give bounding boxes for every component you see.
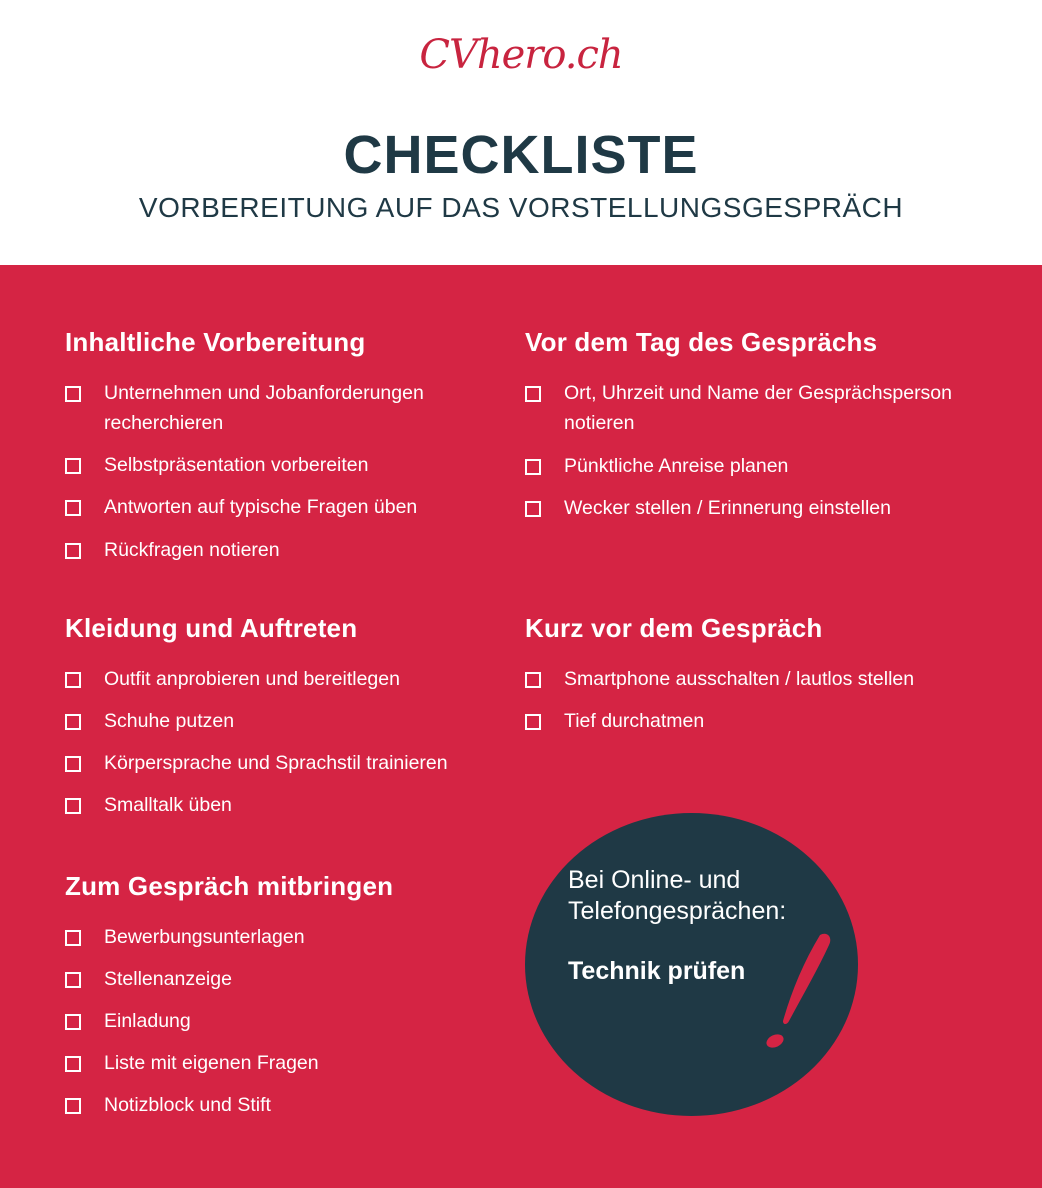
section-heading: Zum Gespräch mitbringen [65,871,394,901]
checklist-item-label: Tief durchatmen [564,710,705,732]
checklist [65,922,495,1120]
checklist-item [65,378,485,438]
checklist-item [65,535,485,565]
checklist-item-label: Pünktliche Anreise planen [564,455,789,477]
checklist-item [525,378,995,438]
checklist [525,664,995,736]
section-shortly-before [525,613,995,736]
checkbox-icon[interactable] [65,458,81,474]
checklist [65,664,495,820]
checklist-item-label: Smalltalk üben [104,794,232,816]
checklist-item [525,451,995,481]
checkbox-icon[interactable] [525,386,541,402]
checklist-item [65,706,495,736]
checkbox-icon[interactable] [65,1056,81,1072]
page-subtitle: VORBEREITUNG AUF DAS VORSTELLUNGSGESPRÄCH [138,192,904,223]
checklist-item [65,1048,495,1078]
checklist-item-label: Unternehmen und Jobanforderungen recherchieren [104,382,424,434]
checklist-item [65,964,495,994]
checklist-item-label: Antworten auf typische Fragen üben [104,496,418,518]
checklist-item [65,492,485,522]
checklist-item-label: Liste mit eigenen Fragen [104,1052,319,1074]
checkbox-icon[interactable] [65,543,81,559]
checklist-item [525,664,995,694]
checklist-panel [0,265,1042,1188]
section-heading: Kleidung und Auftreten [65,613,358,643]
checklist-item [65,748,495,778]
checkbox-icon[interactable] [65,672,81,688]
checklist-item-label: Schuhe putzen [104,710,235,732]
checkbox-icon[interactable] [525,714,541,730]
checklist-item [525,493,995,523]
checklist-item [525,706,995,736]
exclamation-icon [763,929,833,1059]
section-heading: Kurz vor dem Gespräch [525,613,823,643]
header [0,0,1042,265]
checklist-item [65,1090,495,1120]
checkbox-icon[interactable] [65,386,81,402]
callout-emphasis: Technik prüfen [568,957,746,985]
checkbox-icon[interactable] [65,1098,81,1114]
checklist [65,378,485,565]
logo: CVhero.ch [419,32,623,78]
checklist-item [65,664,495,694]
section-bring [65,871,495,1120]
checklist-item-label: Rückfragen notieren [104,539,280,561]
checklist-item-label: Notizblock und Stift [104,1094,271,1116]
checkbox-icon[interactable] [65,930,81,946]
page-title: CHECKLISTE [343,125,699,185]
checkbox-icon[interactable] [65,714,81,730]
checklist-item-label: Stellenanzeige [104,968,232,990]
checklist-item-label: Smartphone ausschalten / lautlos stellen [564,668,915,690]
checkbox-icon[interactable] [525,672,541,688]
checklist-item [65,922,495,952]
checklist-item [65,790,495,820]
checkbox-icon[interactable] [525,501,541,517]
checklist-item-label: Wecker stellen / Erinnerung einstellen [564,497,891,519]
checklist-item-label: Einladung [104,1010,191,1032]
checklist-item-label: Körpersprache und Sprachstil trainieren [104,752,448,774]
checkbox-icon[interactable] [65,500,81,516]
callout-text: Bei Online- und Telefongesprächen: [568,866,787,925]
checklist-item-label: Bewerbungsunterlagen [104,926,305,948]
checklist-item [65,450,485,480]
section-before-day [525,327,995,523]
checkbox-icon[interactable] [525,459,541,475]
checkbox-icon[interactable] [65,756,81,772]
section-heading: Inhaltliche Vorbereitung [65,327,366,357]
checkbox-icon[interactable] [65,1014,81,1030]
checklist [525,378,995,523]
checklist-item-label: Selbstpräsentation vorbereiten [104,454,369,476]
checklist-item [65,1006,495,1036]
section-heading: Vor dem Tag des Gesprächs [525,327,878,357]
checklist-item-label: Outfit anprobieren und bereitlegen [104,668,400,690]
section-content-preparation [65,327,485,565]
checkbox-icon[interactable] [65,972,81,988]
technik-callout [525,813,858,1116]
checkbox-icon[interactable] [65,798,81,814]
section-clothing [65,613,495,820]
checklist-item-label: Ort, Uhrzeit und Name der Gesprächsperson notieren [564,382,953,434]
